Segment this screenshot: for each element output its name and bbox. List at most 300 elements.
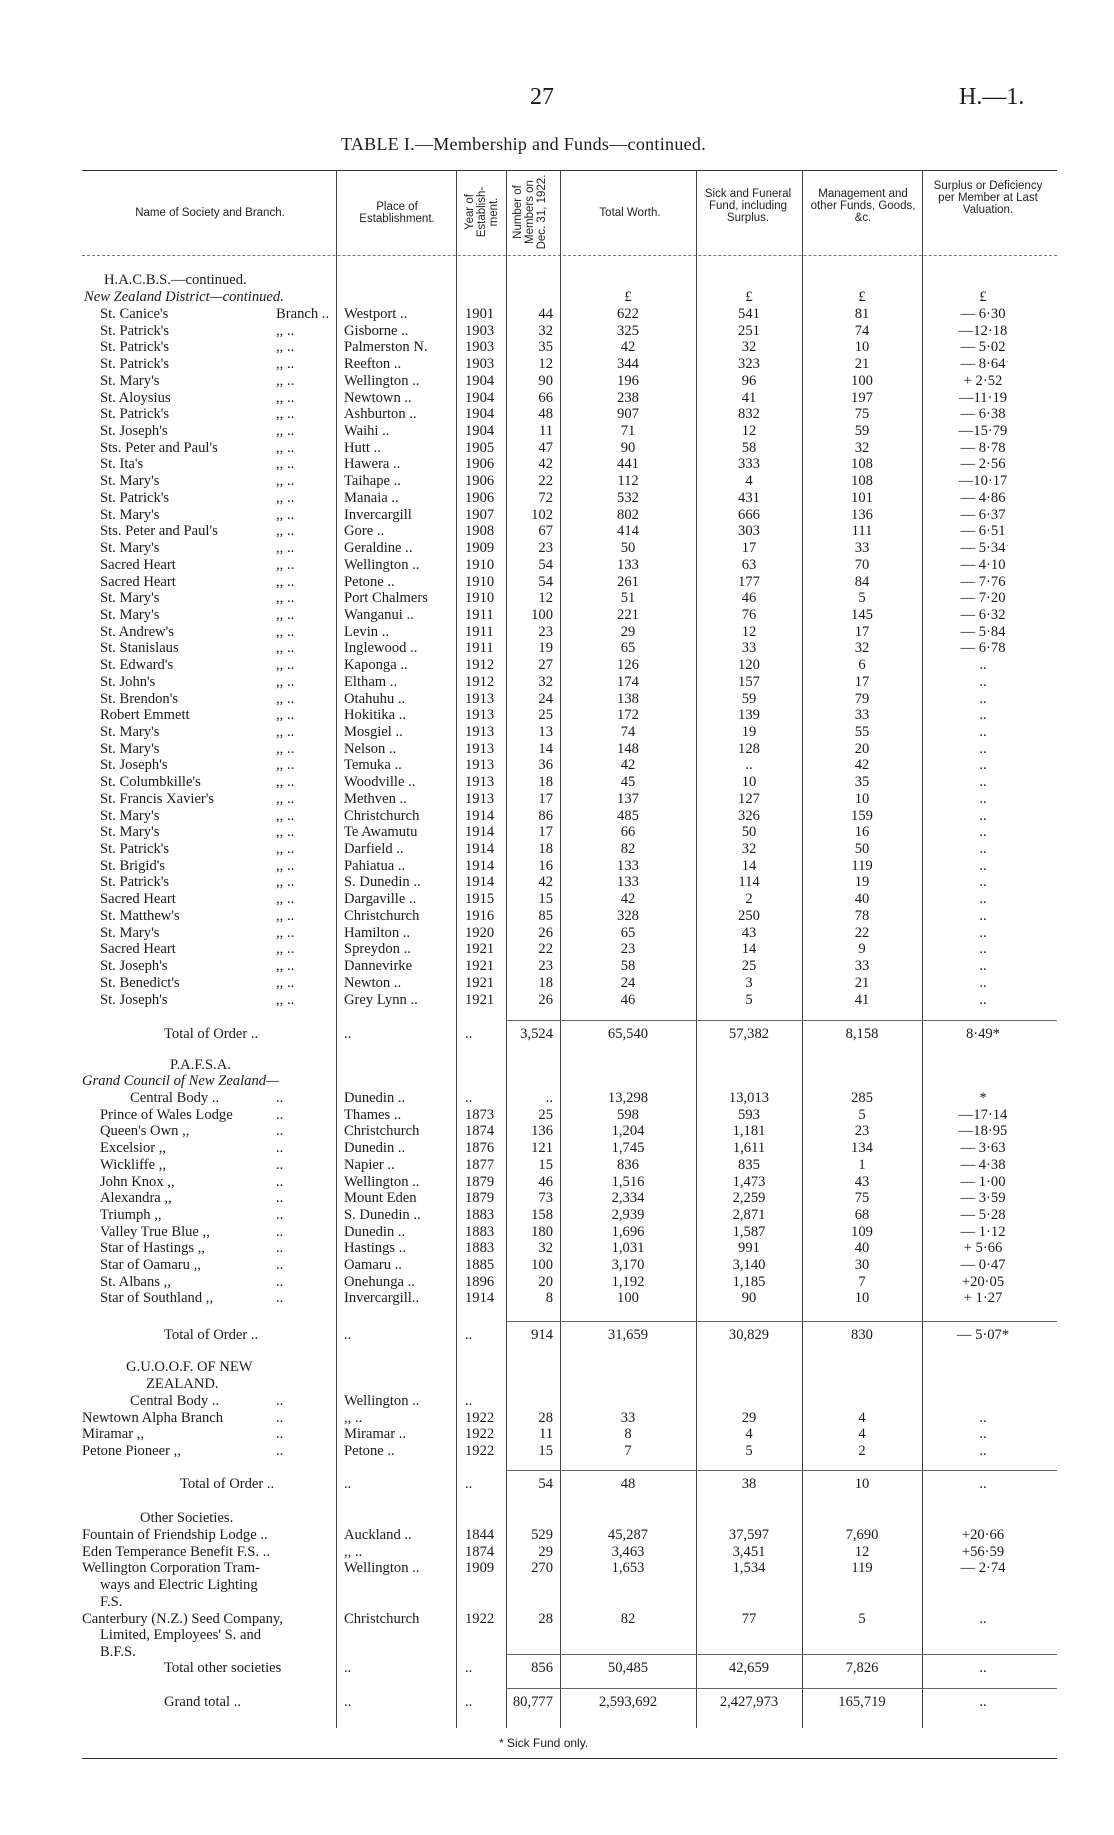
cell-surplus: +20·66: [961, 1527, 1005, 1543]
cell-surplus: — 0·47: [960, 1257, 1006, 1273]
cell-surplus: ..: [979, 707, 987, 724]
cell-year: 1914: [465, 874, 495, 891]
cell-suffix: ,, ..: [276, 623, 295, 640]
cell-year: ..: [465, 1476, 473, 1492]
cell-total-worth: 33: [620, 1409, 636, 1426]
table-bottom-rule: [82, 1758, 1057, 1759]
cell-total-worth: 42: [620, 891, 636, 908]
cell-management: 5: [858, 1106, 866, 1123]
cell-sick-fund: 1,473: [732, 1173, 766, 1190]
cell-sick-fund: 29: [741, 1409, 757, 1426]
cell-suffix: ,, ..: [276, 941, 295, 958]
cell-place: Mount Eden: [344, 1190, 417, 1207]
table-row: [0, 440, 1114, 457]
cell-management: 22: [854, 924, 870, 941]
cell-total-worth: 3,170: [611, 1257, 645, 1273]
cell-management: 10: [854, 339, 870, 356]
table-row: [0, 1443, 1114, 1460]
cell-total-worth: 45,287: [607, 1527, 649, 1543]
cell-place: ..: [344, 1660, 352, 1676]
cell-sick-fund: 25: [741, 958, 757, 975]
cell-members: 121: [531, 1140, 553, 1157]
cell-sick-fund: 59: [741, 690, 757, 707]
cell-members: ..: [545, 1090, 553, 1106]
cell-suffix: ..: [276, 1426, 284, 1443]
table-row: [0, 691, 1114, 708]
table-row: [0, 858, 1114, 875]
cell-sick-fund: 128: [738, 740, 760, 757]
cell-year: 1883: [465, 1223, 495, 1240]
cell-year: 1912: [465, 657, 495, 674]
cell-sick-fund: 14: [741, 941, 757, 958]
cell-members: 66: [538, 389, 553, 406]
cell-management: 8,158: [845, 1026, 879, 1042]
cell-year: 1906: [465, 473, 495, 490]
cell-total-worth: 82: [620, 841, 636, 858]
cell-suffix: ,, ..: [276, 339, 295, 356]
cell-management: 4: [858, 1426, 866, 1443]
cell-year: 1913: [465, 707, 495, 724]
table-row: [0, 1257, 1114, 1274]
cell-surplus: ..: [979, 807, 987, 824]
cell-place: Gore ..: [344, 523, 385, 540]
cell-surplus: +20·05: [961, 1273, 1005, 1290]
cell-sick-fund: 50: [741, 824, 757, 841]
cell-total-worth: 148: [617, 740, 639, 757]
cell-year: 1879: [465, 1173, 495, 1190]
cell-surplus: ..: [979, 657, 987, 674]
cell-members: 914: [531, 1327, 553, 1343]
cell-total-worth: 1,031: [611, 1240, 645, 1257]
cell-place: Dannevirke: [344, 958, 413, 975]
cell-surplus: — 2·74: [960, 1560, 1006, 1577]
cell-management: 33: [854, 707, 870, 724]
table-row: [0, 339, 1114, 356]
cell-society-name: Valley True Blue ,,: [100, 1223, 210, 1240]
cell-society-name: Triumph ,,: [100, 1206, 162, 1223]
cell-place: Port Chalmers: [344, 590, 428, 607]
cell-year: ..: [465, 1393, 473, 1409]
cell-surplus: —18·95: [958, 1123, 1008, 1140]
cell-sick-fund: 3,451: [732, 1543, 766, 1560]
cell-members: 28: [538, 1610, 553, 1627]
cell-place: Methven ..: [344, 790, 407, 807]
cell-surplus: ..: [979, 991, 987, 1008]
cell-management: 6: [858, 657, 866, 674]
cell-total-worth: 622: [617, 306, 639, 322]
cell-sick-fund: 593: [738, 1106, 760, 1123]
cell-year: 1903: [465, 322, 495, 339]
cell-members: 13: [538, 724, 553, 740]
table-row: [0, 607, 1114, 624]
cell-suffix: ,, ..: [276, 473, 295, 490]
cell-place: Manaia ..: [344, 489, 399, 506]
cell-members: 85: [538, 907, 553, 924]
cell-society-name: Sacred Heart: [100, 891, 176, 908]
cell-society-name: St. Patrick's: [100, 356, 170, 373]
cell-total-worth: 1,745: [611, 1140, 645, 1157]
cell-place: Dargaville ..: [344, 891, 417, 908]
cell-place: Spreydon ..: [344, 941, 411, 958]
cell-sick-fund: 42,659: [728, 1660, 770, 1676]
table-row: [0, 306, 1114, 323]
cell-surplus: — 7·20: [960, 590, 1006, 607]
total-rule: [506, 1020, 1057, 1021]
cell-suffix: ,, ..: [276, 673, 295, 690]
cell-surplus: — 3·59: [960, 1190, 1006, 1207]
cell-suffix: ,, ..: [276, 439, 295, 456]
cell-management: 108: [851, 456, 873, 473]
header-members: Number of Members on Dec. 31, 1922.: [512, 174, 548, 250]
cell-sick-fund: 33: [741, 640, 757, 657]
cell-surplus: — 6·38: [960, 406, 1006, 423]
section-heading-guoof: ZEALAND.: [146, 1376, 219, 1392]
cell-members: 8: [545, 1290, 553, 1307]
cell-suffix: ,, ..: [276, 807, 295, 824]
cell-sick-fund: 4: [745, 473, 753, 490]
cell-society-name: Central Body ..: [130, 1090, 220, 1106]
cell-surplus: — 2·56: [960, 456, 1006, 473]
cell-society-name: St. Brendon's: [100, 690, 179, 707]
cell-year: 1883: [465, 1206, 495, 1223]
cell-management: 1: [858, 1156, 866, 1173]
cell-members: 35: [538, 339, 553, 356]
cell-surplus: — 6·32: [960, 606, 1006, 623]
cell-surplus: ..: [979, 724, 987, 740]
cell-members: 42: [538, 874, 553, 891]
cell-society-name: St. Canice's: [100, 306, 169, 322]
table-row: [0, 423, 1114, 440]
cell-sick-fund: 1,611: [732, 1140, 766, 1157]
cell-management: 145: [851, 606, 873, 623]
cell-surplus: + 2·52: [963, 372, 1003, 389]
cell-members: 25: [538, 1106, 553, 1123]
cell-total-worth: 485: [617, 807, 639, 824]
cell-members: 23: [538, 540, 553, 557]
cell-surplus: — 8·64: [960, 356, 1006, 373]
cell-place: Wellington ..: [344, 556, 420, 573]
cell-total-worth: 344: [617, 356, 639, 373]
cell-sick-fund: 3,140: [732, 1257, 766, 1273]
cell-year: 1921: [465, 958, 495, 975]
table-row: [0, 741, 1114, 758]
cell-society-name: Total other societies: [164, 1660, 282, 1676]
cell-management: 9: [858, 941, 866, 958]
cell-suffix: ..: [276, 1090, 284, 1106]
cell-members: 529: [531, 1527, 553, 1543]
cell-place: Eltham ..: [344, 673, 398, 690]
table-row: [0, 624, 1114, 641]
cell-members: 18: [538, 774, 553, 791]
cell-sick-fund: 1,534: [732, 1560, 766, 1577]
cell-management: 108: [851, 473, 873, 490]
table-row: [0, 390, 1114, 407]
cell-place: ,, ..: [344, 1543, 363, 1560]
cell-sick-fund: ..: [745, 757, 753, 774]
cell-surplus: — 5·28: [960, 1206, 1006, 1223]
cell-society-name: St. Francis Xavier's: [100, 790, 215, 807]
header-name: Name of Society and Branch.: [135, 207, 285, 219]
cell-suffix: ,, ..: [276, 506, 295, 523]
cell-place: Grey Lynn ..: [344, 991, 418, 1008]
cell-members: 42: [538, 456, 553, 473]
cell-members: 14: [538, 740, 553, 757]
cell-place: Mosgiel ..: [344, 724, 403, 740]
cell-management: 2: [858, 1443, 866, 1460]
table-row: [0, 707, 1114, 724]
cell-suffix: ..: [276, 1156, 284, 1173]
cell-surplus: — 6·78: [960, 640, 1006, 657]
cell-management: £: [858, 289, 866, 305]
cell-surplus: — 5·34: [960, 540, 1006, 557]
cell-year: 1910: [465, 590, 495, 607]
table-row: [0, 874, 1114, 891]
cell-total-worth: 2,334: [611, 1190, 645, 1207]
cell-management: 4: [858, 1409, 866, 1426]
cell-total-worth: 3,463: [611, 1543, 645, 1560]
table-row: [0, 574, 1114, 591]
cell-members: 856: [531, 1660, 553, 1676]
total-row: [0, 1327, 1114, 1344]
cell-year: ..: [465, 1026, 473, 1042]
cell-sick-fund: 114: [738, 874, 760, 891]
cell-sick-fund: 37,597: [728, 1527, 770, 1543]
cell-place: Hokitika ..: [344, 707, 407, 724]
cell-members: 73: [538, 1190, 553, 1207]
cell-total-worth: 82: [620, 1610, 636, 1627]
cell-total-worth: 2,939: [611, 1206, 645, 1223]
table-row: [0, 523, 1114, 540]
table-row: [0, 356, 1114, 373]
cell-sick-fund: 2: [745, 891, 753, 908]
cell-management: 136: [851, 506, 873, 523]
cell-members: 100: [531, 1257, 553, 1273]
cell-suffix: ,, ..: [276, 857, 295, 874]
cell-total-worth: 907: [617, 406, 639, 423]
cell-sick-fund: 431: [738, 489, 760, 506]
cell-members: 44: [538, 306, 553, 322]
cell-suffix: Branch ..: [276, 306, 330, 322]
cell-place: Newton ..: [344, 974, 402, 991]
cell-society-name: Alexandra ,,: [100, 1190, 172, 1207]
cell-members: 23: [538, 958, 553, 975]
cell-suffix: ,, ..: [276, 958, 295, 975]
cell-society-name: St. Joseph's: [100, 757, 168, 774]
cell-management: 16: [854, 824, 870, 841]
cell-place: Christchurch: [344, 1610, 420, 1627]
cell-total-worth: £: [624, 289, 632, 305]
cell-members: 86: [538, 807, 553, 824]
cell-place: ..: [344, 1476, 352, 1492]
cell-surplus: ..: [979, 1476, 987, 1492]
cell-management: 68: [854, 1206, 870, 1223]
cell-year: 1913: [465, 690, 495, 707]
cell-management: 75: [854, 1190, 870, 1207]
cell-suffix: ,, ..: [276, 573, 295, 590]
cell-surplus: — 5·84: [960, 623, 1006, 640]
cell-year: 1907: [465, 506, 495, 523]
cell-year: 1914: [465, 857, 495, 874]
table-row: [0, 1090, 1114, 1107]
cell-sick-fund: 13,013: [728, 1090, 770, 1106]
cell-surplus: — 1·12: [960, 1223, 1006, 1240]
cell-suffix: ..: [276, 1223, 284, 1240]
table-row: [0, 1207, 1114, 1224]
cell-place: ..: [344, 1026, 352, 1042]
cell-society-name: St. Patrick's: [100, 322, 170, 339]
cell-society-name: Queen's Own ,,: [100, 1123, 190, 1140]
cell-management: 7,690: [845, 1527, 879, 1543]
cell-year: 1909: [465, 1560, 495, 1577]
cell-surplus: ..: [979, 1426, 987, 1443]
cell-sick-fund: 43: [741, 924, 757, 941]
cell-suffix: ,, ..: [276, 841, 295, 858]
table-row: [0, 590, 1114, 607]
cell-surplus: —17·14: [958, 1106, 1008, 1123]
cell-place: Palmerston N.: [344, 339, 428, 356]
cell-year: ..: [465, 1660, 473, 1676]
cell-place: Woodville ..: [344, 774, 416, 791]
cell-place: Temuka ..: [344, 757, 402, 774]
cell-year: 1908: [465, 523, 495, 540]
table-row: [0, 757, 1114, 774]
cell-sick-fund: 58: [741, 439, 757, 456]
cell-year: 1909: [465, 540, 495, 557]
cell-surplus: — 3·63: [960, 1140, 1006, 1157]
table-row: [0, 925, 1114, 942]
cell-members: 54: [538, 556, 553, 573]
cell-suffix: ,, ..: [276, 724, 295, 740]
cell-place: Gisborne ..: [344, 322, 409, 339]
cell-sick-fund: 32: [741, 841, 757, 858]
cell-year: 1901: [465, 306, 495, 322]
cell-year: 1915: [465, 891, 495, 908]
cell-management: 17: [854, 673, 870, 690]
cell-place: Invercargill: [344, 506, 412, 523]
cell-surplus: ..: [979, 774, 987, 791]
cell-society-name: St. Mary's: [100, 540, 160, 557]
cell-suffix: ,, ..: [276, 757, 295, 774]
cell-surplus: ..: [979, 1694, 987, 1710]
cell-society-name: St. Mary's: [100, 740, 160, 757]
table-row: [0, 1107, 1114, 1124]
cell-surplus: — 4·86: [960, 489, 1006, 506]
cell-place: Napier ..: [344, 1156, 395, 1173]
cell-total-worth: 74: [620, 724, 636, 740]
cell-sick-fund: 76: [741, 606, 757, 623]
cell-total-worth: 126: [617, 657, 639, 674]
cell-members: 158: [531, 1206, 553, 1223]
cell-place: Pahiatua ..: [344, 857, 406, 874]
cell-members: 48: [538, 406, 553, 423]
cell-total-worth: 50: [620, 540, 636, 557]
cell-management: 59: [854, 423, 870, 440]
cell-year: 1910: [465, 556, 495, 573]
cell-management: 5: [858, 590, 866, 607]
cell-management: 134: [851, 1140, 873, 1157]
cell-total-worth: 325: [617, 322, 639, 339]
cell-members: 15: [538, 1156, 553, 1173]
cell-management: 285: [851, 1090, 873, 1106]
cell-members: 136: [531, 1123, 553, 1140]
cell-society-name: Total of Order ..: [164, 1026, 259, 1042]
cell-management: 19: [854, 874, 870, 891]
cell-place: Hawera ..: [344, 456, 401, 473]
cell-place: Taihape ..: [344, 473, 401, 490]
cell-suffix: ,, ..: [276, 874, 295, 891]
cell-society-name: St. Matthew's: [100, 907, 180, 924]
table-row: [0, 473, 1114, 490]
cell-total-worth: 1,516: [611, 1173, 645, 1190]
cell-society-name: St. Mary's: [100, 824, 160, 841]
cell-suffix: ,, ..: [276, 423, 295, 440]
cell-society-name: F.S.: [100, 1593, 123, 1610]
cell-sick-fund: 2,427,973: [719, 1694, 779, 1710]
table-row: [0, 557, 1114, 574]
cell-management: 74: [854, 322, 870, 339]
cell-surplus: —10·17: [958, 473, 1008, 490]
cell-members: 17: [538, 824, 553, 841]
cell-total-worth: 51: [620, 590, 636, 607]
table-row: [0, 1240, 1114, 1257]
cell-surplus: ..: [979, 673, 987, 690]
total-row: [0, 1476, 1114, 1493]
cell-place: Dunedin ..: [344, 1223, 406, 1240]
cell-members: 3,524: [520, 1026, 553, 1042]
cell-members: 54: [538, 573, 553, 590]
cell-management: 33: [854, 540, 870, 557]
cell-total-worth: 58: [620, 958, 636, 975]
table-row: [0, 1190, 1114, 1207]
cell-place: Petone ..: [344, 1443, 395, 1460]
cell-year: 1905: [465, 439, 495, 456]
cell-suffix: ,, ..: [276, 924, 295, 941]
cell-members: 11: [538, 423, 553, 440]
table-row: [0, 774, 1114, 791]
cell-surplus: ..: [979, 1443, 987, 1460]
cell-sick-fund: 17: [741, 540, 757, 557]
cell-management: 23: [854, 1123, 870, 1140]
table-row: [0, 724, 1114, 741]
table-row: [0, 891, 1114, 908]
cell-surplus: ..: [979, 841, 987, 858]
cell-society-name: B.F.S.: [100, 1643, 136, 1660]
cell-total-worth: 328: [617, 907, 639, 924]
cell-total-worth: 1,192: [611, 1273, 645, 1290]
cell-place: Otahuhu ..: [344, 690, 406, 707]
cell-management: 7: [858, 1273, 866, 1290]
cell-year: 1873: [465, 1106, 495, 1123]
cell-year: 1885: [465, 1257, 495, 1273]
cell-total-worth: 1,696: [611, 1223, 645, 1240]
cell-year: 1921: [465, 974, 495, 991]
cell-society-name: St. Stanislaus: [100, 640, 179, 657]
cell-suffix: ..: [276, 1393, 284, 1409]
cell-total-worth: 598: [617, 1106, 639, 1123]
cell-society-name: Total of Order ..: [180, 1476, 275, 1492]
cell-members: 11: [538, 1426, 553, 1443]
cell-society-name: Robert Emmett: [100, 707, 190, 724]
cell-place: Ashburton ..: [344, 406, 417, 423]
cell-management: 21: [854, 356, 870, 373]
cell-place: Oamaru ..: [344, 1257, 402, 1273]
council-heading: Grand Council of New Zealand—: [82, 1073, 280, 1089]
cell-sick-fund: 251: [738, 322, 760, 339]
cell-management: 79: [854, 690, 870, 707]
cell-sick-fund: 303: [738, 523, 760, 540]
table-row: [0, 373, 1114, 390]
cell-society-name: St. Mary's: [100, 473, 160, 490]
